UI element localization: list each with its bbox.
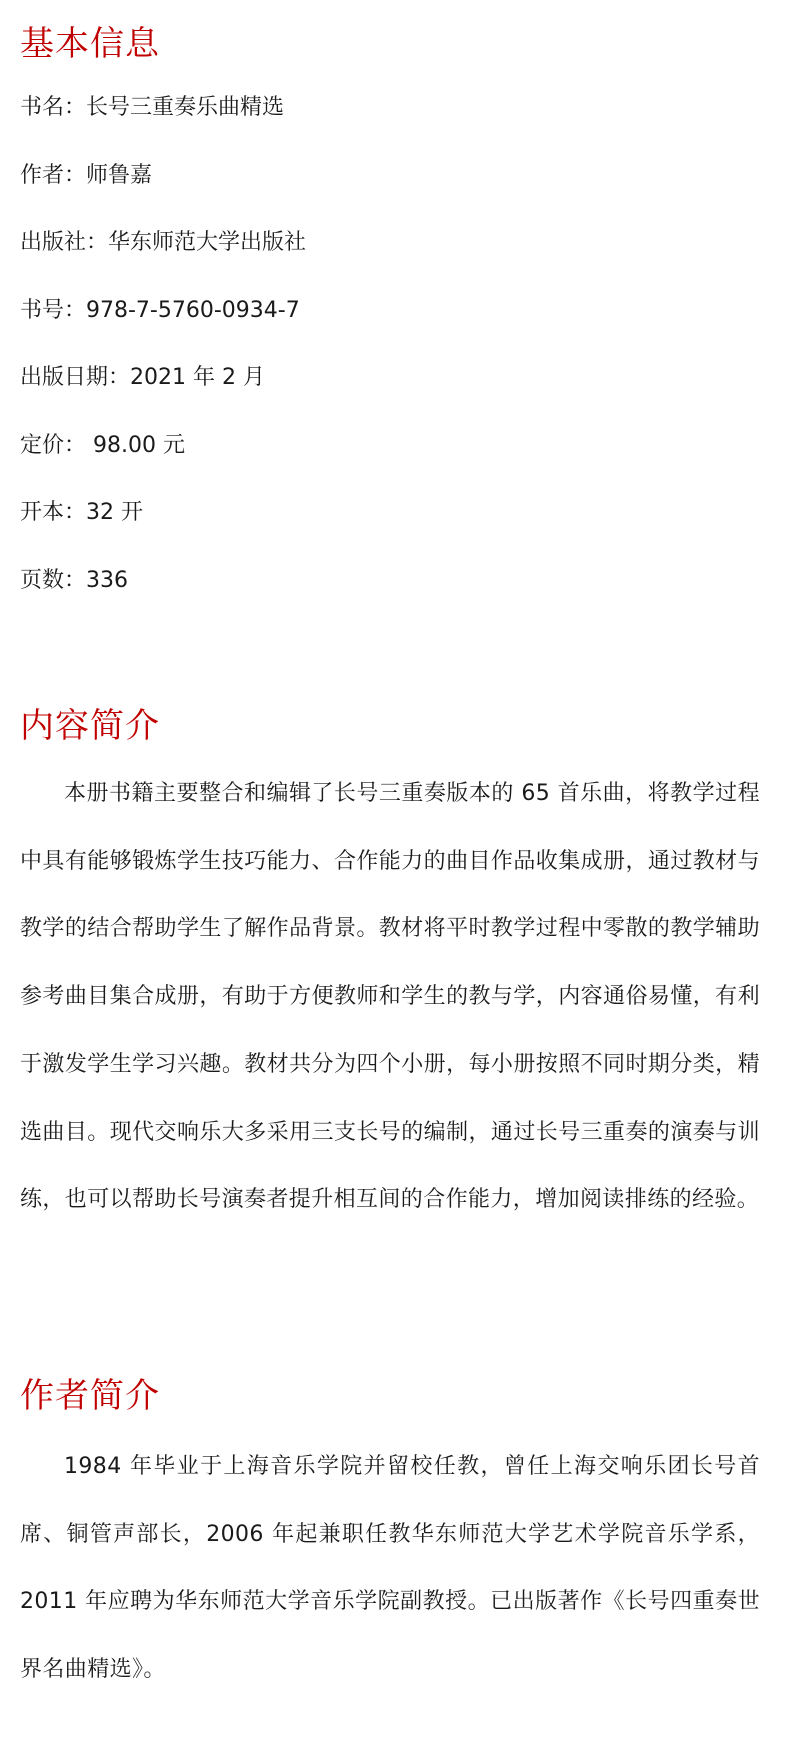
info-publish-date: 出版日期：2021 年 2 月 [20,365,265,390]
info-publisher: 出版社：华东师范大学出版社 [20,230,307,255]
info-isbn: 书号：978-7-5760-0934-7 [20,297,300,323]
basic-info-list [20,92,306,632]
info-author: 作者：师鲁嘉 [20,162,153,188]
info-pages: 页数：336 [20,567,128,593]
info-book-title: 书名：长号三重奏乐曲精选 [20,95,285,120]
info-price: 定价： 98.00 元 [20,432,185,458]
info-format: 开本：32 开 [20,500,143,525]
author-intro-heading: 作者简介 [20,1376,160,1416]
content-intro-paragraph: 本册书籍主要整合和编辑了长号三重奏版本的 65 首乐曲，将教学过程中具有能够锻炼学生技巧能力、合作能力的曲目作品收集成册，通过教材与教学的结合帮助学生了解作品背景。教材将平时教学过程中零散的教学辅助参考曲目集合成册，有助于方便教师和学生的教与学，内容通俗易懂，有利于激发学生学习兴趣。教材共分为四个小册，每小册按照不同时期分类，精选曲目。现代交响乐大多采用三支长号的编制，通过长号三重奏的演奏与训练，也可以帮助长号演奏者提升相互间的合作能力，增加阅读排练的经验。 [20,781,760,1213]
content-intro-heading: 内容简介 [20,706,160,746]
basic-info-heading: 基本信息 [20,24,160,64]
author-intro-paragraph: 1984 年毕业于上海音乐学院并留校任教，曾任上海交响乐团长号首席、铜管声部长，2006 年起兼职任教华东师范大学艺术学院音乐学系，2011 年应聘为华东师范大学音乐学院副教授。已出版著作《长号四重奏世界名曲精选》。 [20,1454,760,1683]
